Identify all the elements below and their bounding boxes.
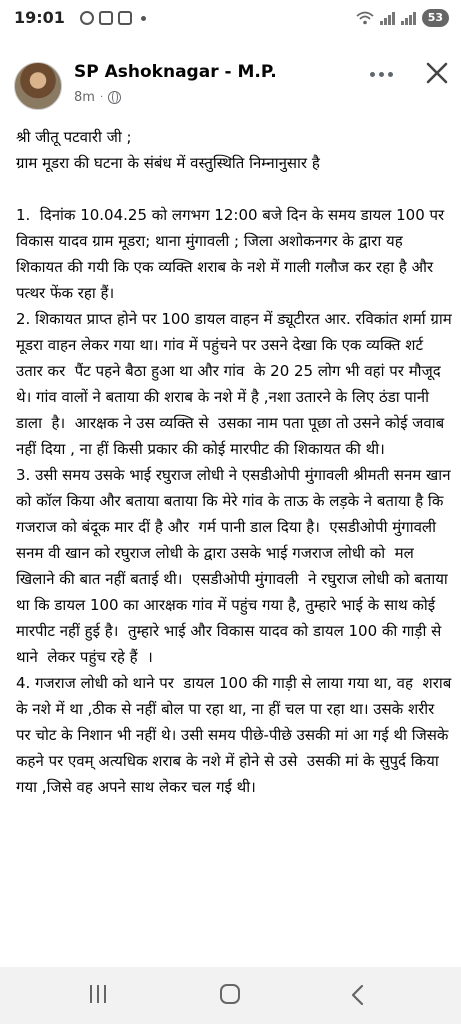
notification-app-icon <box>99 11 113 25</box>
more-notifications-icon <box>141 16 146 21</box>
signal-icon-2 <box>401 11 416 25</box>
post-header <box>0 52 461 116</box>
post-salutation: श्री जीतू पटवारी जी ; <box>16 128 132 146</box>
post-paragraph-3: 3. उसी समय उसके भाई रघुराज लोधी ने एसडीओपी मुंगावली श्रीमती सनम खान को कॉल किया और बताया बताया कि मेरे गांव के ताऊ के लड़के ने बताया है कि गजराज को बंदूक मार दीं है और गर्म पानी डाल दिया है। एसडीओपी मुंगावली सनम वी खान को रघुराज लोधी के द्वारा उसके भाई गजराज लोधी को मल खिलाने की बात नहीं बताई थी। एसडीओपी मुंगावली ने रघुराज लोधी को बताया था कि डायल 100 का आरक्षक गांव में पहुंच गया है, तुम्हारे भाई के साथ कोई मारपीट नहीं हुई है। तुम्हारे भाई और विकास यादव को डायल 100 की गाड़ी से थाने लेकर पहुंच रहे हैं । <box>16 466 456 666</box>
more-options-button[interactable] <box>366 64 396 84</box>
globe-icon <box>108 91 121 104</box>
post-time[interactable]: 8m <box>74 90 95 105</box>
paragraph-gap <box>16 176 452 202</box>
post-paragraph-4: 4. गजराज लोधी को थाने पर डायल 100 की गाड़ी से लाया गया था, वह शराब के नशे में था ,ठीक से नहीं बोल पा रहा था, ना हीं चल पा रहा था। उसके शरीर पर चोट के निशान भी नहीं थे। उसी समय पीछे-पीछे उसकी मां आ गई थी जिसके कहने पर एवम् अत्यधिक शराब के नशे में होने से उसे उसकी मां के सुपुर्द किया गया ,जिसे वह अपने साथ लेकर चल गई थी। <box>16 674 457 796</box>
wifi-icon <box>356 11 374 25</box>
dot-icon <box>370 72 375 77</box>
notification-icons <box>80 11 146 25</box>
status-time: 19:01 <box>14 8 65 27</box>
post-paragraph-2: 2. शिकायत प्राप्त होने पर 100 डायल वाहन में ड्यूटीरत आर. रविकांत शर्मा ग्राम मूडरा वाहन लेकर गया था। गांव में पहुंचने पर उसने देखा कि एक व्यक्ति शर्ट उतार कर पैंट पहने बैठा हुआ था और गांव के 20 25 लोग भी वहां पर मौजूद थे। गांव वालों ने बताया की शराब के नशे में है ,नशा उतारने के लिए ठंडा पानी डाला है। आरक्षक ने उस व्यक्ति से उसका नाम पता पूछा तो उसने कोई जवाब नहीं दिया , ना हीं किसी प्रकार की कोई मारपीट की शिकायत की थी। <box>16 310 457 458</box>
post-meta <box>74 90 121 105</box>
post-paragraph-1: 1. दिनांक 10.04.25 को लगभग 12:00 बजे दिन के समय डायल 100 पर विकास यादव ग्राम मूडरा; थाना मुंगावली ; जिला अशोकनगर के द्वारा यह शिकायत की गयी कि एक व्यक्ति शराब के नशे में गाली गलौज कर रहा है और पत्थर फेंक रहा हैं। <box>16 206 449 302</box>
status-bar <box>0 0 461 38</box>
dot-icon <box>379 72 384 77</box>
whatsapp-icon <box>80 11 94 25</box>
navigation-bar <box>0 967 461 1024</box>
page-name[interactable]: SP Ashoknagar - M.P. <box>74 62 277 82</box>
post-subject: ग्राम मूडरा की घटना के संबंध में वस्तुस्थिति निम्नानुसार है <box>16 154 320 172</box>
signal-icon <box>380 11 395 25</box>
post-body <box>16 124 457 800</box>
battery-icon: 53 <box>422 9 449 27</box>
system-icons <box>356 9 449 27</box>
dot-icon <box>388 72 393 77</box>
close-icon[interactable] <box>424 60 450 86</box>
meta-separator: · <box>99 92 104 103</box>
home-button[interactable] <box>220 984 240 1004</box>
youtube-icon <box>118 11 132 25</box>
back-icon[interactable] <box>348 983 368 1007</box>
recent-apps-button[interactable] <box>90 985 106 1003</box>
avatar[interactable] <box>14 62 62 110</box>
